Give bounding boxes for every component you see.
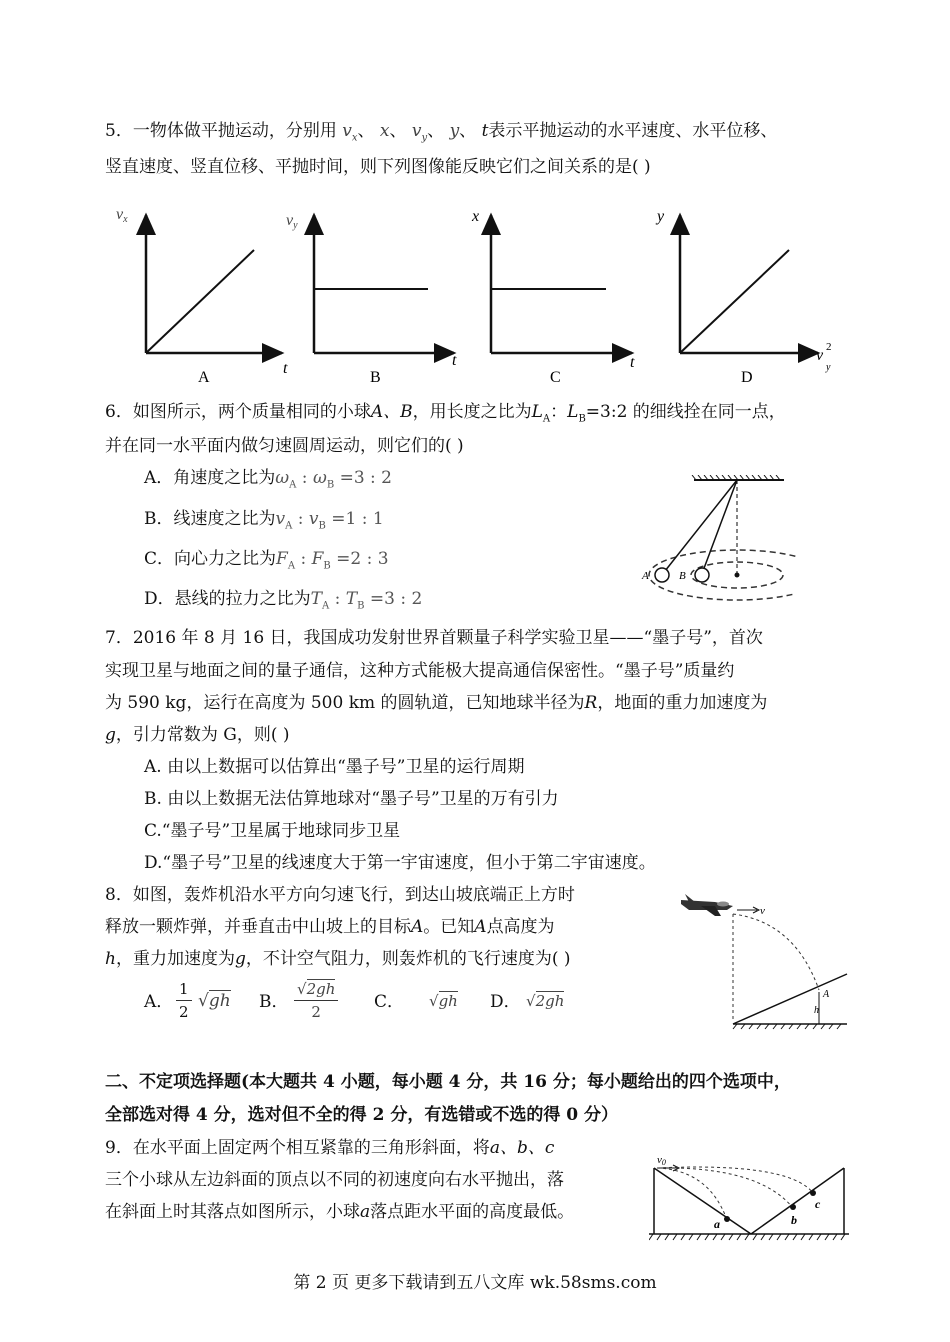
q6-option-c: C．向心力之比为$F_A$ : $F_B =2$ : 3 <box>144 549 389 572</box>
graph-b-xlabel: t <box>452 352 457 369</box>
q5-line2: 竖直速度、竖直位移、平抛时间，则下列图像能反映它们之间关系的是( ) <box>105 157 651 177</box>
q6-line1: 6．如图所示，两个质量相同的小球A、B，用长度之比为$L_A$：$L_B=3:2$ 的细线拴在同一点， <box>105 402 786 425</box>
q6-option-b: B．线速度之比为$v_A$ : $v_B =1$ : 1 <box>144 509 384 532</box>
graph-c-xlabel: t <box>630 354 635 371</box>
q7-line3: 为 590 kg，运行在高度为 500 km 的圆轨道，已知地球半径为R，地面的重力加速度为 <box>105 693 768 713</box>
q7-line4: g，引力常数为 G，则( ) <box>105 725 290 745</box>
svg-text:A: A <box>823 989 830 1000</box>
graph-d <box>655 208 832 386</box>
graph-b-label: B <box>370 369 381 386</box>
graph-b-ylabel: vy <box>286 212 298 231</box>
q8-line3: h，重力加速度为g，不计空气阻力，则轰炸机的飞行速度为( ) <box>105 949 571 969</box>
graph-c <box>471 208 635 386</box>
q6-option-a: A．角速度之比为$\omega_A$ : $\omega_B =3$ : 2 <box>144 468 392 491</box>
svg-text:c: c <box>815 1197 821 1211</box>
graph-a <box>116 206 288 386</box>
bomber-icon <box>681 894 733 916</box>
svg-text:v: v <box>760 905 765 917</box>
q7-option-b: B. 由以上数据无法估算地球对“墨子号”卫星的万有引力 <box>144 789 559 809</box>
q8-figure <box>675 882 855 1032</box>
graph-d-xsub: y <box>826 362 831 373</box>
q6-line2: 并在同一水平面内做匀速圆周运动，则它们的( ) <box>105 436 464 456</box>
q6-option-d: D．悬线的拉力之比为$T_A$ : $T_B =3$ : 2 <box>144 589 423 612</box>
q9-figure <box>649 1148 854 1248</box>
q9-line2: 三个小球从左边斜面的顶点以不同的初速度向右水平抛出，落 <box>105 1170 564 1190</box>
graph-a-ylabel: vx <box>116 206 128 225</box>
svg-text:v0: v0 <box>657 1154 666 1167</box>
q8-line2: 释放一颗炸弹，并垂直击中山坡上的目标A。已知A点高度为 <box>105 917 555 937</box>
page-footer: 第 2 页 更多下载请到五八文库 wk.58sms.com <box>293 1273 657 1293</box>
graph-c-ylabel: x <box>472 208 480 225</box>
svg-text:B: B <box>679 570 686 582</box>
graph-c-label: C <box>550 369 561 386</box>
graph-d-ylabel: y <box>657 208 665 225</box>
svg-text:h: h <box>814 1005 819 1016</box>
q5-graphs <box>0 195 950 395</box>
graph-a-xlabel: t <box>283 360 288 377</box>
q6-figure <box>636 475 796 605</box>
q8-option-a-frac: $\frac{1}{2}$ <box>176 978 192 1023</box>
q7-option-a: A. 由以上数据可以估算出“墨子号”卫星的运行周期 <box>144 757 525 777</box>
graph-d-xlabel: v <box>816 347 824 364</box>
q8-option-b-frac: $\frac{√2gh}{2}$ <box>294 978 338 1023</box>
q7-option-d: D.“墨子号”卫星的线速度大于第一宇宙速度，但小于第二宇宙速度。 <box>144 853 656 873</box>
q7-line2: 实现卫星与地面之间的量子通信，这种方式能极大提高通信保密性。“墨子号”质量约 <box>105 661 735 681</box>
q7-option-c: C.“墨子号”卫星属于地球同步卫星 <box>144 821 401 841</box>
section2-heading-line1: 二、不定项选择题(本大题共 4 小题，每小题 4 分，共 16 分；每小题给出的四个选项中， <box>105 1072 791 1092</box>
graph-b <box>286 212 457 386</box>
q9-line1: 9．在水平面上固定两个相互紧靠的三角形斜面，将a、b、c <box>105 1138 555 1158</box>
graph-d-label: D <box>741 369 753 386</box>
svg-text:b: b <box>791 1213 797 1227</box>
q9-line3: 在斜面上时其落点如图所示，小球a落点距水平面的高度最低。 <box>105 1202 575 1222</box>
q8-line1: 8．如图，轰炸机沿水平方向匀速飞行，到达山坡底端正上方时 <box>105 885 575 905</box>
graph-a-label: A <box>198 369 210 386</box>
svg-text:a: a <box>714 1217 720 1231</box>
svg-text:A: A <box>642 570 649 582</box>
q8-option-c-root: √gh <box>429 992 458 1010</box>
q5-line1: 5．一物体做平抛运动，分别用 $v_x$、 x、 $v_y$、 y、 t表示平抛运动的水平速度、水平位移、 <box>105 121 778 144</box>
q8-option-d-root: √2gh <box>526 992 565 1010</box>
graph-d-xsup: 2 <box>826 341 832 353</box>
q7-line1: 7．2016 年 8 月 16 日，我国成功发射世界首颗量子科学实验卫星——“墨子号”，首次 <box>105 628 763 648</box>
section2-heading-line2: 全部选对得 4 分，选对但不全的得 2 分，有选错或不选的得 0 分） <box>105 1105 618 1125</box>
q8-option-a-root: √gh <box>198 991 231 1011</box>
